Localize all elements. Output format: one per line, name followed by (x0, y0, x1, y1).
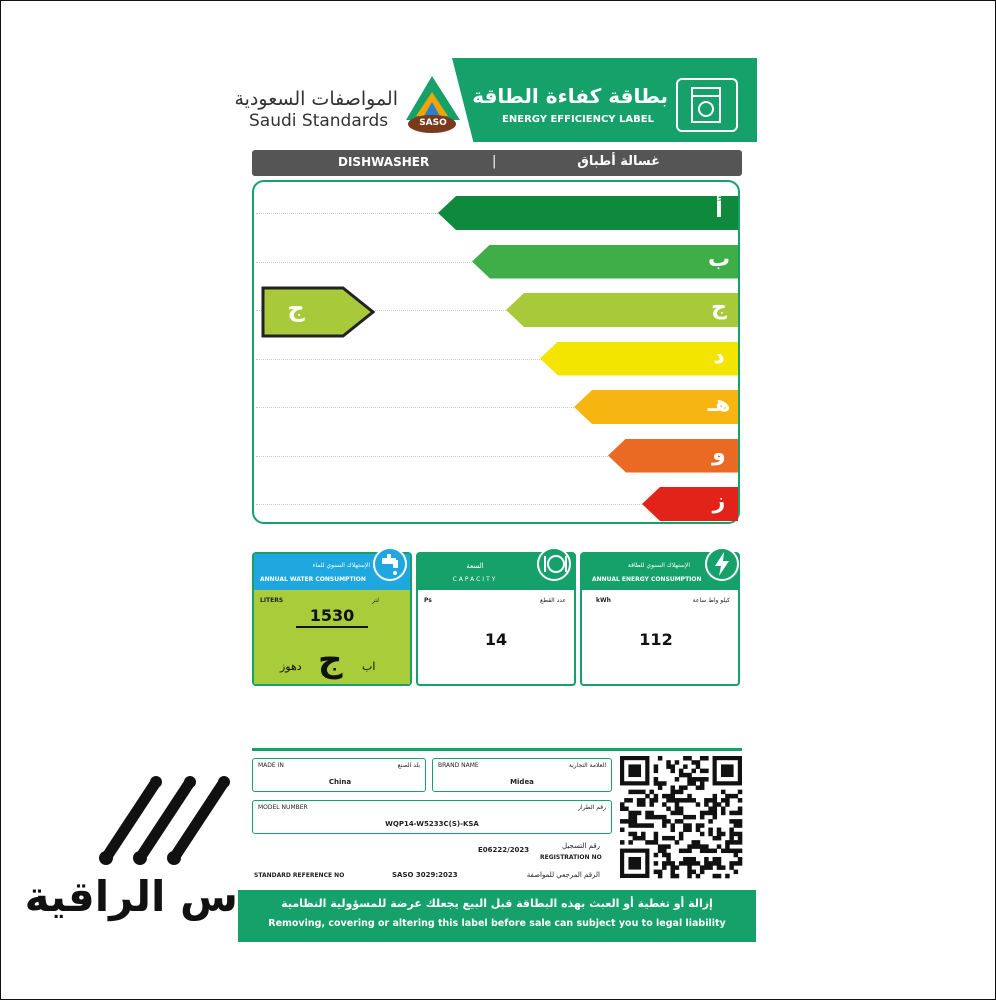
details-top-rule (252, 748, 742, 751)
capacity-title-arabic: السعة (466, 562, 484, 570)
energy-unit-english: kWh (596, 597, 611, 604)
registration-label-arabic: رقم التسجيل (562, 842, 600, 850)
energy-title-arabic: الإستهلاك السنوي للطاقة (627, 562, 690, 569)
made-in-label-arabic: بلد الصنع (397, 762, 420, 769)
efficiency-bar-letter: أ (715, 198, 723, 223)
standard-label-english: STANDARD REFERENCE NO (254, 872, 345, 879)
efficiency-bar-letter: ز (712, 489, 726, 514)
energy-value: 112 (639, 630, 673, 649)
brand-value: Midea (510, 778, 534, 786)
energy-label-title-arabic: بطاقة كفاءة الطاقة (472, 84, 668, 108)
water-title-english: ANNUAL WATER CONSUMPTION (260, 576, 366, 583)
capacity-value: 14 (484, 630, 508, 649)
efficiency-bar-letter: ج (711, 295, 727, 320)
standard-label-arabic: الرقم المرجعي للمواصفة (526, 871, 600, 879)
registration-label-english: REGISTRATION NO (540, 854, 602, 861)
model-label-arabic: رقم الطراز (578, 804, 606, 811)
warning-text-english: Removing, covering or altering this label before sale can subject you to legal liability (268, 918, 726, 929)
appliance-type-bar (252, 150, 742, 176)
capacity-unit-english: Ps (424, 597, 432, 604)
water-grade-scale-left: دهوز (280, 660, 302, 673)
efficiency-bar (438, 196, 738, 230)
efficiency-bar-letter: هـ (707, 392, 731, 417)
model-label-english: MODEL NUMBER (258, 804, 308, 811)
model-value: WQP14-W5233C(S)-KSA (385, 820, 479, 828)
efficiency-bar (472, 245, 738, 279)
standard-value: SASO 3029:2023 (392, 871, 458, 879)
made-in-value: China (328, 778, 352, 786)
saudi-standards-arabic: المواصفات السعودية (234, 88, 398, 110)
efficiency-bar-letter: د (713, 343, 725, 369)
capacity-unit-arabic: عدد القطع (540, 597, 566, 604)
appliance-name-english: DISHWASHER (338, 155, 430, 169)
efficiency-bar-letter: ب (707, 246, 731, 272)
lightning-icon (704, 546, 740, 582)
water-value-underline (296, 626, 368, 628)
water-grade-scale-right: اب (362, 660, 376, 673)
plate-cutlery-icon (536, 546, 572, 582)
energy-title-english: ANNUAL ENERGY CONSUMPTION (592, 576, 702, 583)
brand-label-arabic: العلامة التجارية (568, 762, 606, 769)
appliance-name-arabic: غسالة أطباق (577, 154, 660, 169)
watermark-text: س الراقية (24, 872, 238, 921)
water-unit-english: LITERS (260, 597, 284, 604)
qr-code (620, 756, 742, 878)
watermark-logo-icon (94, 770, 244, 874)
efficiency-bar-letter: و (712, 440, 726, 466)
registration-value: E06222/2023 (478, 846, 530, 854)
saso-badge-text: SASO (419, 118, 447, 128)
water-grade-letter: ج (318, 640, 343, 680)
water-tap-icon (372, 546, 408, 582)
water-title-arabic: الإستهلاك السنوي للماء (312, 562, 370, 569)
brand-label-english: BRAND NAME (438, 762, 479, 769)
warning-text-arabic: إزالة أو تغطية أو العبث بهذه البطاقة قبل البيع يجعلك عرضة للمسؤولية النظامية (281, 897, 713, 910)
energy-label-title-english: ENERGY EFFICIENCY LABEL (502, 114, 654, 125)
appliance-separator: | (492, 154, 497, 169)
capacity-title-english: CAPACITY (452, 576, 498, 583)
rating-letter: ج (287, 294, 305, 322)
made-in-label-english: MADE IN (258, 762, 284, 769)
energy-unit-arabic: كيلو واط ساعة (692, 597, 730, 604)
saudi-standards-english: Saudi Standards (249, 111, 389, 131)
water-unit-arabic: لتر (372, 597, 379, 604)
water-value: 1530 (309, 606, 355, 625)
dishwasher-icon (676, 78, 738, 132)
